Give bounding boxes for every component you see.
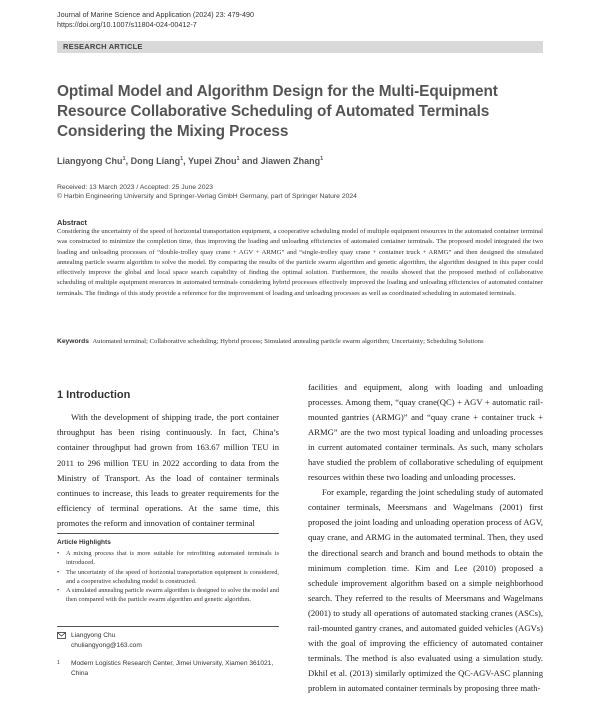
highlights-top-rule bbox=[57, 533, 279, 534]
author-affil-mark: 1 bbox=[236, 156, 240, 162]
author-name[interactable]: Yupei Zhou bbox=[187, 156, 237, 166]
author-affil-mark: 1 bbox=[122, 156, 126, 162]
article-type-label: RESEARCH ARTICLE bbox=[63, 42, 143, 51]
copyright-notice: © Harbin Engineering University and Springer-Verlag GmbH Germany, part of Springer Nature 2024 bbox=[57, 193, 357, 200]
article-title: Optimal Model and Algorithm Design for the Multi-Equipment Resource Collaborative Scheduling of Automated Terminals Considering the Mixing Process bbox=[57, 83, 498, 140]
abstract-text: Considering the uncertainty of the speed of horizontal transportation equipment, a cooperative scheduling model of multiple equipment resources in the automated container terminal was constructed to minimize the completion time, thus improving the loading and unloading efficiencies of automated container terminals. The proposed model integrated the two loading and unloading processes of “double-trolley quay crane + AGV + ARMG” and “single-trolley quay crane + container truck + ARMG” and then designed the simulated annealing particle swarm algorithm to solve the model. By comparing the results of the particle swarm algorithm and genetic algorithm, the algorithm designed in this paper could effectively improve the global and local space search capability of finding the optimal solution. Furthermore, the results showed that the proposed method of collaborative scheduling of multiple equipment resources in automated terminals considering hybrid processes effectively improved the loading and unloading efficiencies of automated container terminals. The findings of this study provide a reference for the improvement of loading and unloading processes as well as coordinated scheduling in automated terminals. bbox=[57, 228, 543, 297]
highlight-item bbox=[57, 568, 279, 587]
author-affil-mark: 1 bbox=[180, 156, 184, 162]
contact-name: Liangyong Chu bbox=[71, 632, 116, 639]
contact-email[interactable]: chuliangyong@163.com bbox=[71, 641, 142, 649]
article-type-banner bbox=[57, 41, 543, 53]
received-accepted-dates: Received: 13 March 2023 / Accepted: 25 June 2023 bbox=[57, 184, 214, 191]
bullet-icon: • bbox=[57, 587, 60, 595]
envelope-icon[interactable] bbox=[57, 632, 66, 639]
author-name[interactable]: Dong Liang bbox=[130, 156, 181, 166]
journal-citation: Journal of Marine Science and Application (2024) 23: 479-490 bbox=[57, 10, 254, 19]
highlights-list bbox=[57, 549, 279, 605]
highlight-text: The uncertainty of the speed of horizontal transportation equipment is considered, and a cooperative scheduling model is constructed. bbox=[66, 568, 279, 585]
author-list bbox=[57, 156, 323, 166]
author-affil-mark: 1 bbox=[320, 156, 324, 162]
bullet-icon: • bbox=[57, 568, 60, 576]
abstract-heading: Abstract bbox=[57, 218, 87, 227]
highlight-text: A mixing process that is more suitable for retrofitting automated terminals is introduced. bbox=[66, 550, 279, 567]
highlight-text: A simulated annealing particle swarm algorithm is designed to solve the model and then compared with the particle swarm algorithm and genetic algorithm. bbox=[66, 587, 279, 604]
body-paragraph: facilities and equipment, along with loading and unloading processes. Among them, “quay crane(QC) + AGV + automatic rail-mounted gantries (ARMG)” and “quay crane + container truck + ARMG” are the two most typical loading and unloading processes in current automated container terminals. As such, many scholars have studied the problem of collaborative scheduling of equipment resources within these two loading and unloading processes. bbox=[308, 382, 543, 483]
author-name[interactable]: Liangyong Chu bbox=[57, 156, 123, 166]
section-heading-introduction: 1 Introduction bbox=[57, 389, 131, 401]
author-name[interactable]: Jiawen Zhang bbox=[260, 156, 321, 166]
body-paragraph: For example, regarding the joint scheduling study of automated container terminals, Meersmans and Wagelmans (2001) first proposed the joint loading and unloading operation process of AGV, quay crane, and ARMG in the automated terminal. Then, they used the directional search and branch and bound methods to obtain the minimum completion time. Kim and Lee (2010) proposed a schedule improvement algorithm based on a simple neighborhood search. They referred to the results of Meersmans and Wagelmans (2001) to study all operations of automated stacking cranes (ASCs), rail-mounted gantry cranes, and automated guided vehicles (AGVs) with the goal of improving the efficiency of automated container terminals. The method is also evaluated using a simulation study. Dkhil et al. (2013) similarly optimized the QC-AGV-ASC planning problem in automated container terminals by proposing three math- bbox=[308, 487, 543, 693]
keywords-text: Automated terminal; Collaborative scheduling; Hybrid process; Simulated annealing particle swarm algorithm; Uncertainty; Scheduling Solutions bbox=[92, 338, 484, 345]
author-separator: and bbox=[239, 156, 261, 166]
highlight-item bbox=[57, 549, 279, 568]
author-separator: , bbox=[183, 156, 188, 166]
body-paragraph: With the development of shipping trade, the port container throughput has been rising continuously. In fact, China’s container throughput had grown from 163.67 million TEU in 2011 to 296 million TEU in 2022 according to data from the Ministry of Transport. As the load of container terminals continues to increase, this leads to greater requirements for the efficiency of terminal operations. At the same time, this promotes the reform and innovation of container terminal bbox=[57, 412, 279, 529]
affiliation-number: 1 bbox=[57, 660, 60, 666]
bullet-icon: • bbox=[57, 550, 60, 557]
keywords bbox=[57, 337, 543, 347]
keywords-label: Keywords bbox=[57, 338, 89, 345]
highlights-bottom-rule bbox=[57, 626, 279, 627]
body-column-left bbox=[57, 410, 279, 532]
doi-link[interactable]: https://doi.org/10.1007/s11804-024-00412-7 bbox=[57, 20, 197, 29]
affiliation-text: Modern Logistics Research Center, Jimei University, Xiamen 361021, China bbox=[71, 660, 274, 677]
journal-header bbox=[57, 10, 254, 30]
article-dates bbox=[57, 183, 357, 201]
highlight-item bbox=[57, 586, 279, 605]
highlights-heading: Article Highlights bbox=[57, 539, 111, 546]
author-separator: , bbox=[125, 156, 131, 166]
body-column-right bbox=[308, 380, 543, 696]
